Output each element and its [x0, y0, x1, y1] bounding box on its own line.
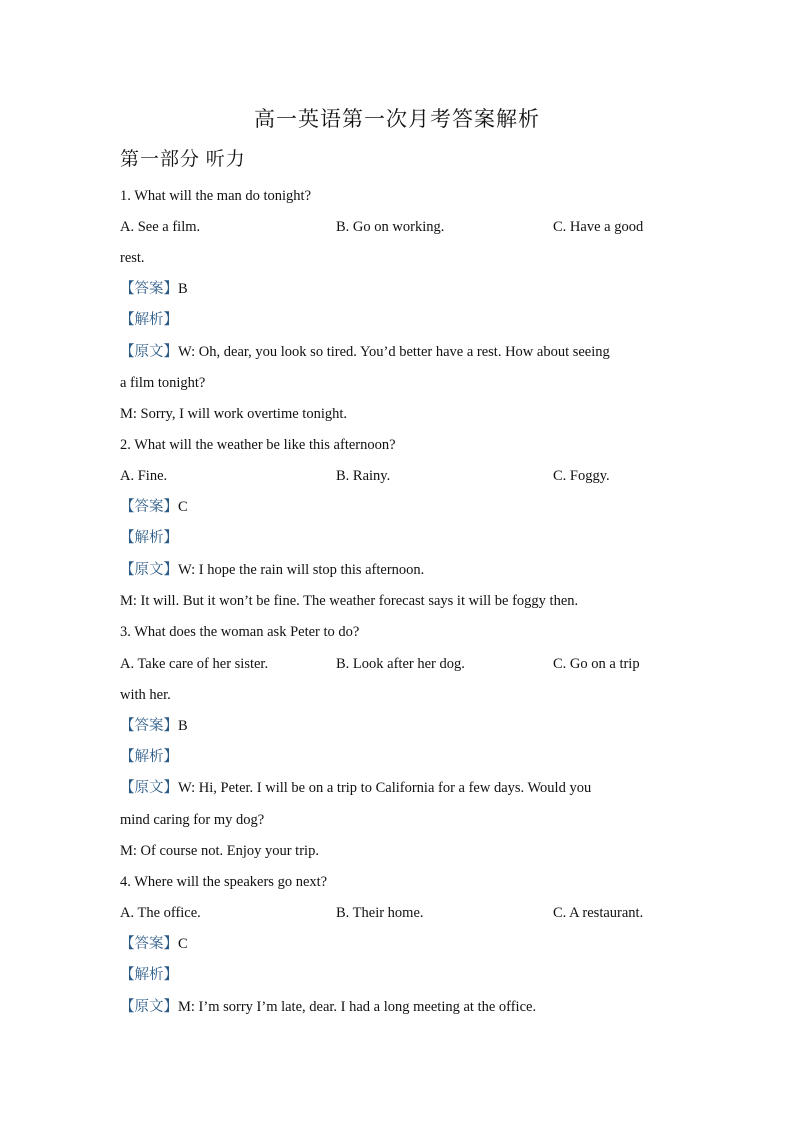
q2-analysis-line [120, 528, 178, 548]
q3-answer-line [120, 716, 188, 736]
q1-original-line-1 [120, 342, 610, 362]
section-heading: 第一部分 听力 [120, 149, 246, 170]
q3-analysis-line [120, 747, 178, 767]
q4-original-text-1: M: I’m sorry I’m late, dear. I had a long meeting at the office. [178, 999, 537, 1015]
q4-option-a: A. The office. [120, 905, 201, 921]
q1-answer-line [120, 279, 188, 299]
q1-analysis-line [120, 310, 178, 330]
q3-option-c: C. Go on a trip [553, 656, 640, 672]
q3-original-text-1: W: Hi, Peter. I will be on a trip to California for a few days. Would you [178, 780, 592, 796]
document-title: 高一英语第一次月考答案解析 [254, 107, 540, 131]
answer-tag: 【答案】 [120, 499, 178, 515]
q2-answer-line [120, 497, 188, 517]
q1-option-wrap: rest. [120, 250, 145, 266]
q1-option-a: A. See a film. [120, 219, 201, 235]
q4-option-b: B. Their home. [336, 905, 424, 921]
q1-original-line-3: M: Sorry, I will work overtime tonight. [120, 406, 348, 422]
q2-option-a: A. Fine. [120, 468, 168, 484]
q1-answer: B [178, 281, 188, 297]
q4-original-line-1 [120, 997, 536, 1017]
q2-option-c: C. Foggy. [553, 468, 610, 484]
q4-answer: C [178, 936, 188, 952]
q2-answer: C [178, 499, 188, 515]
q1-option-b: B. Go on working. [336, 219, 445, 235]
analysis-tag: 【解析】 [120, 312, 178, 328]
question-3: 3. What does the woman ask Peter to do? [120, 624, 360, 640]
question-2: 2. What will the weather be like this afternoon? [120, 437, 396, 453]
answer-tag: 【答案】 [120, 936, 178, 952]
q3-option-b: B. Look after her dog. [336, 656, 465, 672]
answer-tag: 【答案】 [120, 718, 178, 734]
analysis-tag: 【解析】 [120, 967, 178, 983]
q3-original-line-1 [120, 778, 591, 798]
original-tag: 【原文】 [120, 780, 178, 796]
answer-tag: 【答案】 [120, 281, 178, 297]
q2-option-b: B. Rainy. [336, 468, 391, 484]
q4-analysis-line [120, 965, 178, 985]
question-4: 4. Where will the speakers go next? [120, 874, 328, 890]
q1-original-line-2: a film tonight? [120, 375, 206, 391]
analysis-tag: 【解析】 [120, 530, 178, 546]
q1-option-c: C. Have a good [553, 219, 644, 235]
q4-option-c: C. A restaurant. [553, 905, 644, 921]
q3-original-line-2: mind caring for my dog? [120, 812, 265, 828]
q2-original-line-2: M: It will. But it won’t be fine. The weather forecast says it will be foggy then. [120, 593, 579, 609]
q3-answer: B [178, 718, 188, 734]
q2-original-line-1 [120, 560, 424, 580]
original-tag: 【原文】 [120, 999, 178, 1015]
q4-answer-line [120, 934, 188, 954]
analysis-tag: 【解析】 [120, 749, 178, 765]
q3-original-line-3: M: Of course not. Enjoy your trip. [120, 843, 319, 859]
q3-option-wrap: with her. [120, 687, 171, 703]
q3-option-a: A. Take care of her sister. [120, 656, 269, 672]
q1-original-text-1: W: Oh, dear, you look so tired. You’d better have a rest. How about seeing [178, 344, 610, 360]
original-tag: 【原文】 [120, 344, 178, 360]
question-1: 1. What will the man do tonight? [120, 188, 312, 204]
original-tag: 【原文】 [120, 562, 178, 578]
q2-original-text-1: W: I hope the rain will stop this afternoon. [178, 562, 425, 578]
